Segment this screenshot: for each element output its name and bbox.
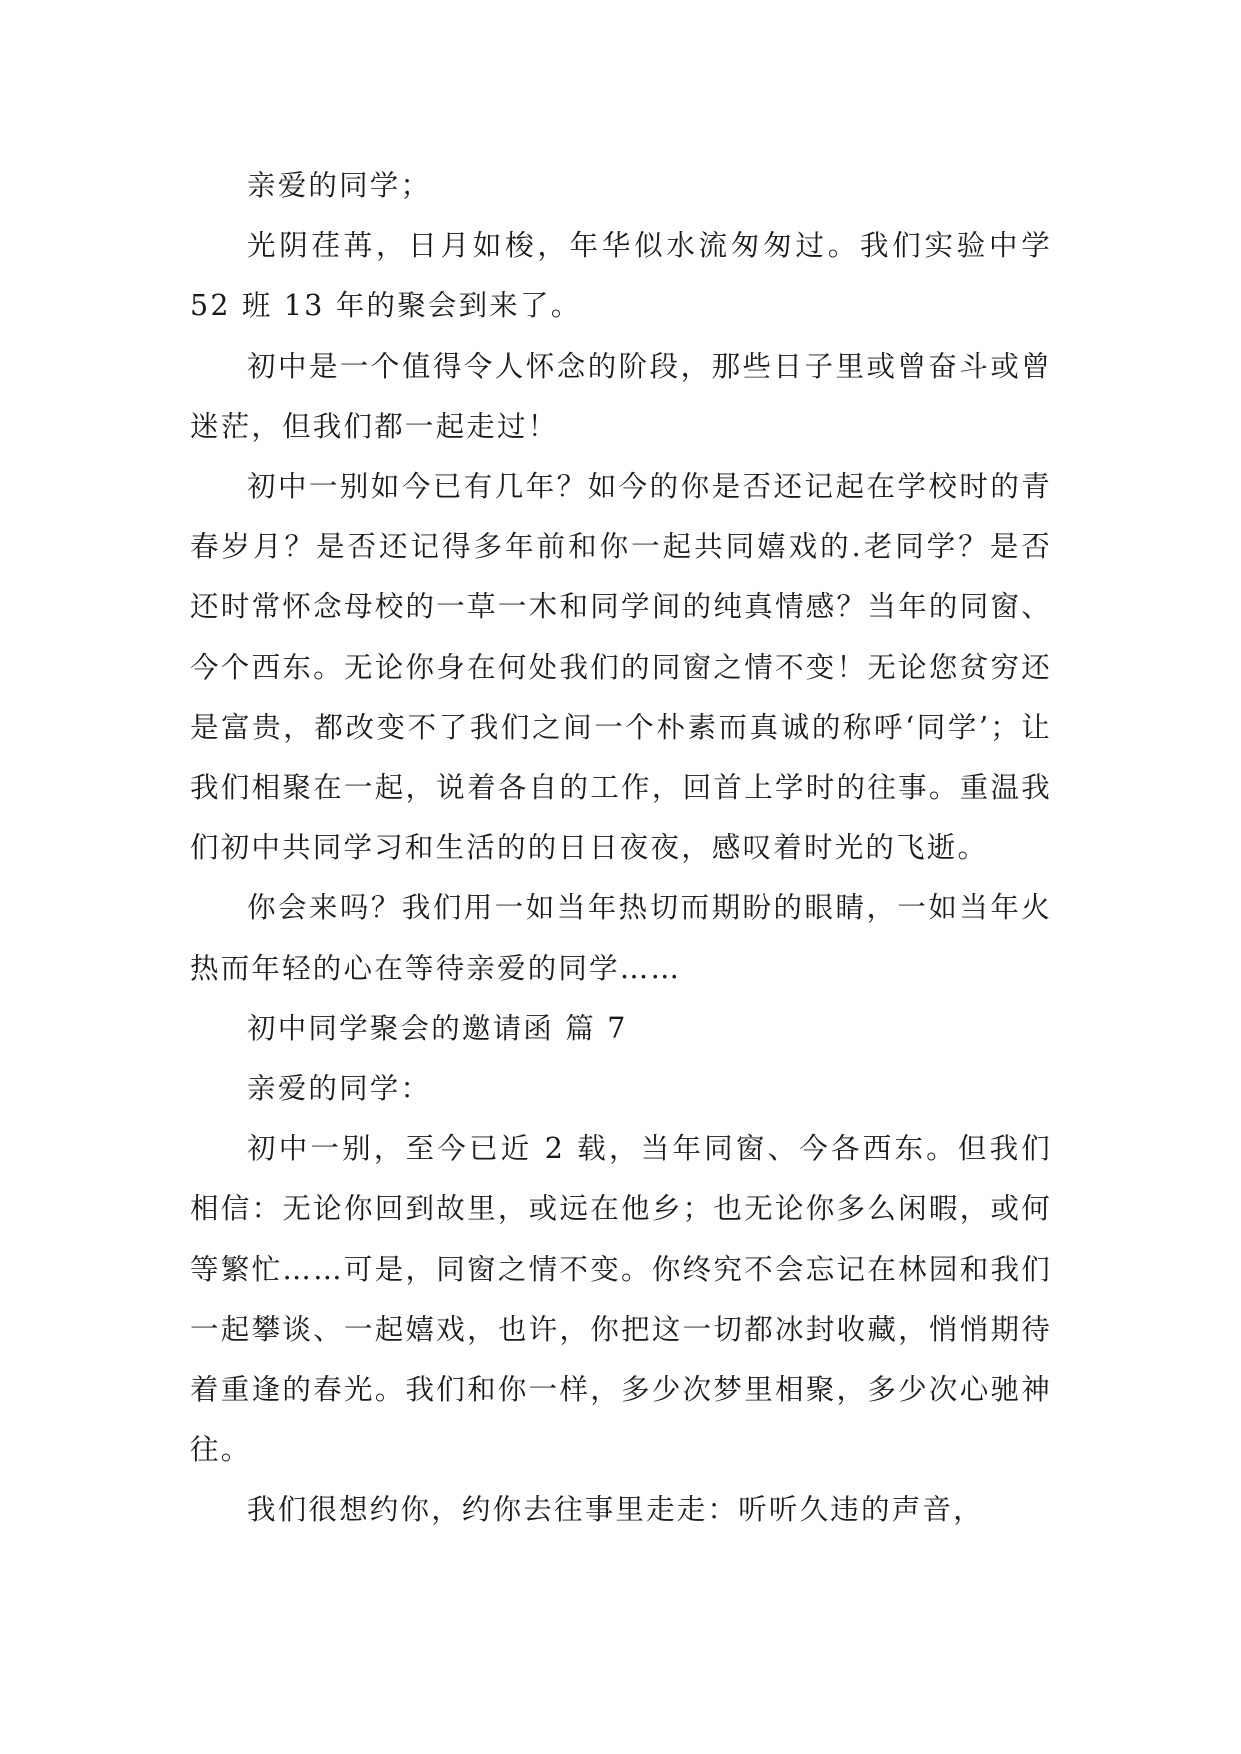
paragraph-memories: 初中一别如今已有几年？如今的你是否还记起在学校时的青春岁月？是否还记得多年前和你一起共同嬉戏的.老同学？是否还时常怀念母校的一草一木和同学间的纯真情感？当年的同窗、今个西东。无论你身在何处我们的同窗之情不变！无论您贫穷还是富贵，都改变不了我们之间一个朴素而真诚的称呼‘同学’；让我们相聚在一起，说着各自的工作，回首上学时的往事。重温我们初中共同学习和生活的的日日夜夜，感叹着时光的飞逝。 [190,470,1052,865]
paragraph-time-passing: 光阴荏苒，日月如梭，年华似水流匆匆过。我们实验中学 52 班 13 年的聚会到来了。 [190,229,1052,323]
paragraph-junior-high: 初中是一个值得令人怀念的阶段，那些日子里或曾奋斗或曾迷茫，但我们都一起走过！ [190,349,1052,443]
document-body [190,156,1052,1541]
paragraph-salutation: 亲爱的同学； [247,169,432,202]
section-heading: 初中同学聚会的邀请函 篇 7 [247,1011,628,1045]
paragraph-salutation-2: 亲爱的同学： [247,1072,432,1106]
paragraph-will-you-come: 你会来吗？我们用一如当年热切而期盼的眼睛，一如当年火热而年轻的心在等待亲爱的同学…… [190,891,1052,985]
paragraph-farewell: 初中一别，至今已近 2 载，当年同窗、今各西东。但我们相信：无论你回到故里，或远在他乡；也无论你多么闲暇，或何等繁忙……可是，同窗之情不变。你终究不会忘记在林园和我们一起攀谈、一起嬉戏，也许，你把这一切都冰封收藏，悄悄期待着重逢的春光。我们和你一样，多少次梦里相聚，多少次心驰神往。 [190,1132,1052,1467]
paragraph-invitation: 我们很想约你，约你去往事里走走：听听久违的声音， [247,1493,984,1527]
